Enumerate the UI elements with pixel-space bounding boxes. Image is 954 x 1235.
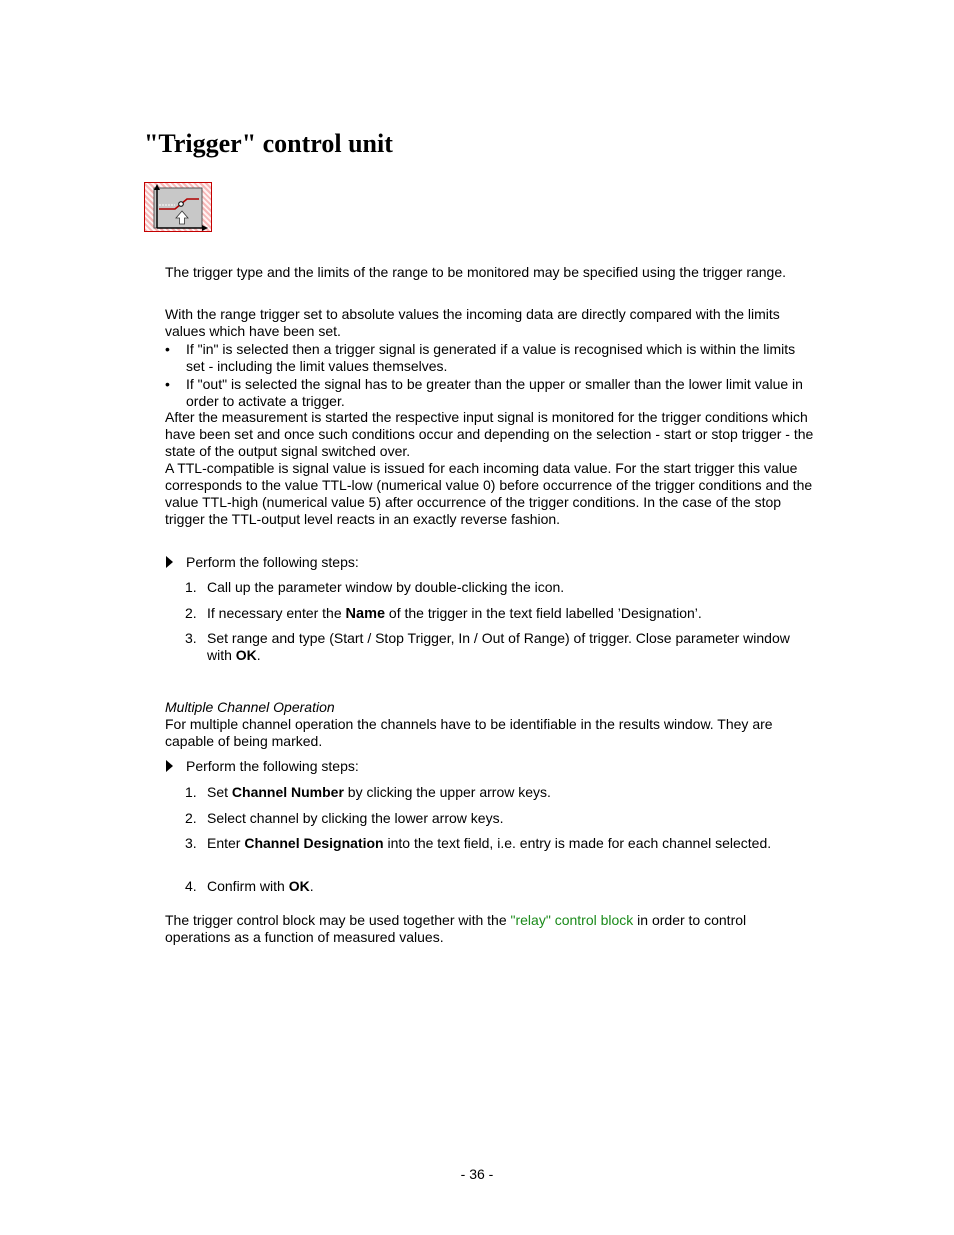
absolute-values-paragraph: With the range trigger set to absolute values the incoming data are directly compared with the limits values which have been set. [165, 306, 780, 339]
triangle-right-icon [166, 556, 173, 568]
step-text: Set Channel Number by clicking the upper arrow keys. [207, 784, 551, 800]
bullet-text: If "out" is selected the signal has to be greater than the upper or smaller than the lower limit value in order to activate a trigger. [186, 376, 803, 409]
multi-channel-paragraph: For multiple channel operation the channels have to be identifiable in the results window. They are capable of being marked. [165, 716, 773, 749]
section-heading: Multiple Channel Operation [165, 699, 335, 715]
bullet-text: If "in" is selected then a trigger signal is generated if a value is recognised which is within the limits set - including the limit values themselves. [186, 341, 796, 374]
bold-term: Channel Number [231, 784, 344, 800]
step-text: Select channel by clicking the lower arrow keys. [207, 810, 504, 826]
step-text: Confirm with OK. [207, 878, 314, 894]
bold-term: OK [288, 878, 310, 894]
bold-term: Channel Designation [244, 835, 384, 851]
step-number: 2. [185, 605, 197, 621]
bullet-glyph: • [165, 376, 170, 392]
step-number: 3. [185, 835, 197, 851]
bold-term: Name [345, 606, 386, 622]
step-number: 3. [185, 630, 197, 646]
trigger-block-icon [144, 182, 212, 232]
steps-intro-text: Perform the following steps: [186, 554, 359, 570]
step-text: Set range and type (Start / Stop Trigger, In / Out of Range) of trigger. Close parameter window with OK. [207, 630, 790, 663]
step-number: 1. [185, 579, 197, 595]
page-title: "Trigger" control unit [144, 129, 393, 158]
steps-intro-text: Perform the following steps: [186, 758, 359, 774]
bold-term: OK [235, 647, 257, 663]
closing-paragraph: The trigger control block may be used together with the "relay" control block in order to control operations as a function of measured values. [165, 912, 747, 945]
step-number: 4. [185, 878, 197, 894]
step-text: Call up the parameter window by double-clicking the icon. [207, 579, 565, 595]
bullet-glyph: • [165, 341, 170, 357]
intro-paragraph: The trigger type and the limits of the range to be monitored may be specified using the trigger range. [165, 264, 787, 280]
triangle-right-icon [166, 760, 173, 772]
after-measurement-paragraph: After the measurement is started the respective input signal is monitored for the trigger conditions which have been set and once such conditions occur and depending on the selection - start or stop trigger - the state of the output signal switched over. [165, 409, 814, 459]
step-text: Enter Channel Designation into the text field, i.e. entry is made for each channel selected. [207, 835, 772, 851]
ttl-paragraph: A TTL-compatible is signal value is issued for each incoming data value. For the start trigger this value corresponds to the value TTL-low (numerical value 0) before occurrence of the trigger conditions and the value TTL-high (numerical value 5) after occurrence of the trigger conditions. In the case of the stop trigger the TTL-output level reacts in an exactly reverse fashion. [165, 460, 813, 527]
step-text: If necessary enter the Name of the trigger in the text field labelled ’Designation’. [207, 605, 702, 622]
page-number: - 36 - [460, 1166, 494, 1182]
relay-control-block-link[interactable]: "relay" control block [510, 912, 634, 928]
step-number: 1. [185, 784, 197, 800]
step-number: 2. [185, 810, 197, 826]
